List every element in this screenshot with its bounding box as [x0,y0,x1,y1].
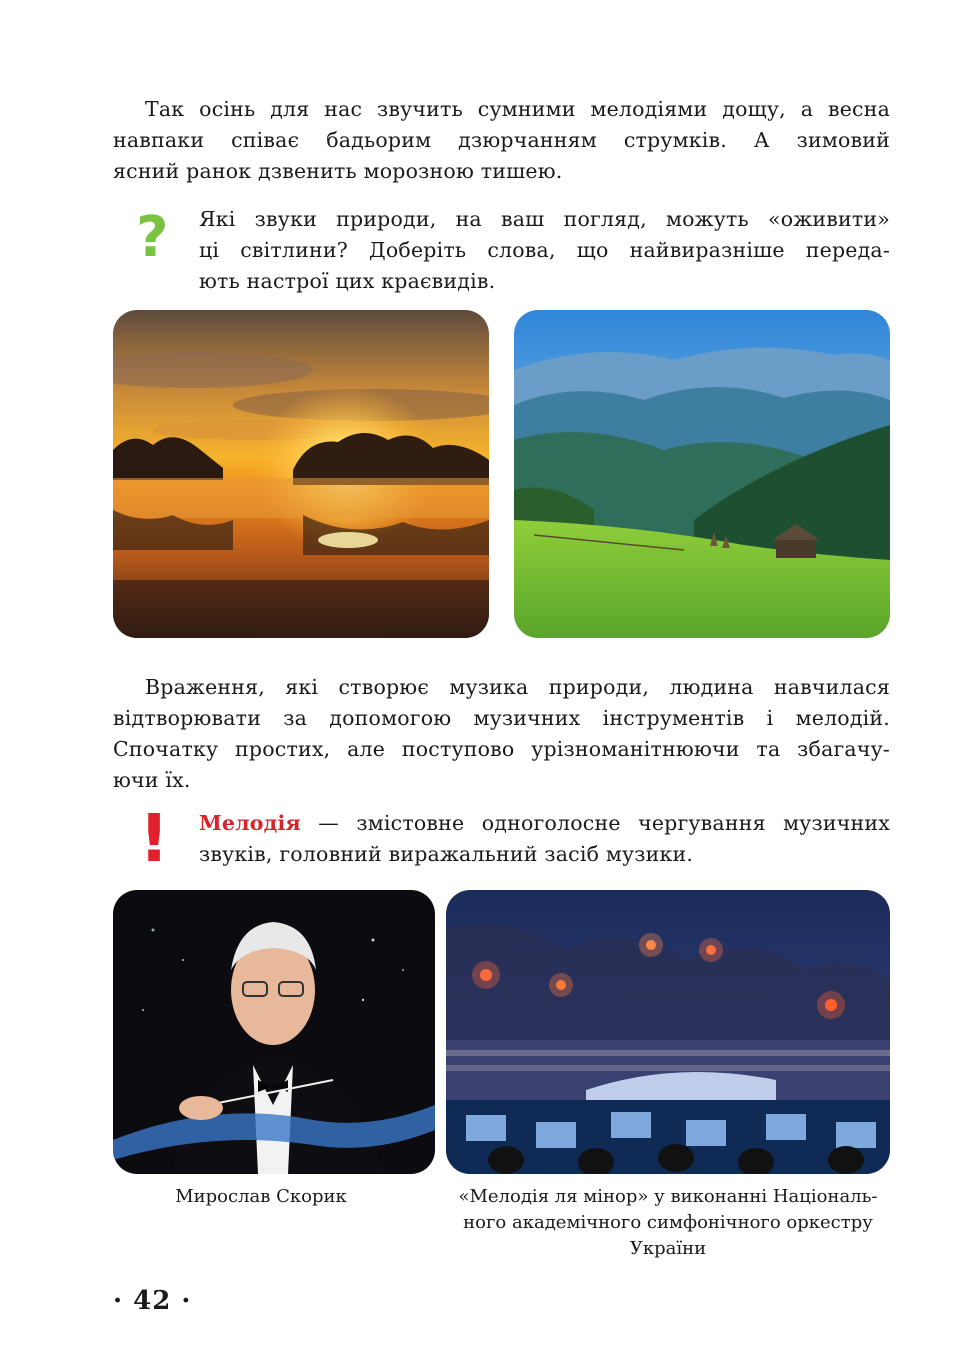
definition-line-2: звуків, головний виражальний засіб музики. [199,842,694,866]
caption-orchestra-line: України [629,1238,707,1259]
definition-text [199,808,890,870]
question-mark-icon: ? [136,205,169,270]
intro-line: ясний ранок дзвенить морозною тишею. [113,159,563,183]
definition-body: — змістовне одноголосне чергування музичних [300,811,890,835]
body-line: Спочатку простих, але поступово урізноманітнюючи та збагачу- [113,737,890,761]
question-line: Які звуки природи, на ваш погляд, можуть «оживити» [199,207,890,231]
conductor-portrait-photo [113,890,435,1174]
body-paragraph [113,672,890,796]
body-line: ючи їх. [113,768,191,792]
orchestra-concert-photo [446,890,890,1174]
exclamation-icon: ! [139,800,170,877]
body-line: відтворювати за допомогою музичних інструментів і мелодій. [113,706,890,730]
definition-term: Мелодія [199,811,301,835]
intro-paragraph [113,94,890,187]
sunset-lake-photo [113,310,489,638]
orchestra-icon [446,890,890,1174]
definition-line-1 [199,808,890,839]
caption-conductor: Мирослав Скорик [175,1186,347,1207]
conductor-icon [113,890,435,1174]
caption-orchestra [420,1184,916,1262]
caption-orchestra-line: «Мелодія ля мінор» у виконанні Національ- [458,1186,878,1207]
intro-line: навпаки співає бадьорим дзюрчанням струмків. А зимовий [113,128,890,152]
question-line: ють настрої цих краєвидів. [199,269,496,293]
body-line: Враження, які створює музика природи, людина навчилася [145,675,890,699]
sunset-icon [113,310,489,638]
page-number: · 42 · [113,1286,192,1316]
question-line: ці світлини? Доберіть слова, що найвиразніше переда- [199,238,890,262]
intro-line: Так осінь для нас звучить сумними мелодіями дощу, а весна [145,97,890,121]
caption-orchestra-line: ного академічного симфонічного оркестру [463,1212,873,1233]
mountain-icon [514,310,890,638]
question-text [199,204,890,297]
mountain-valley-photo [514,310,890,638]
